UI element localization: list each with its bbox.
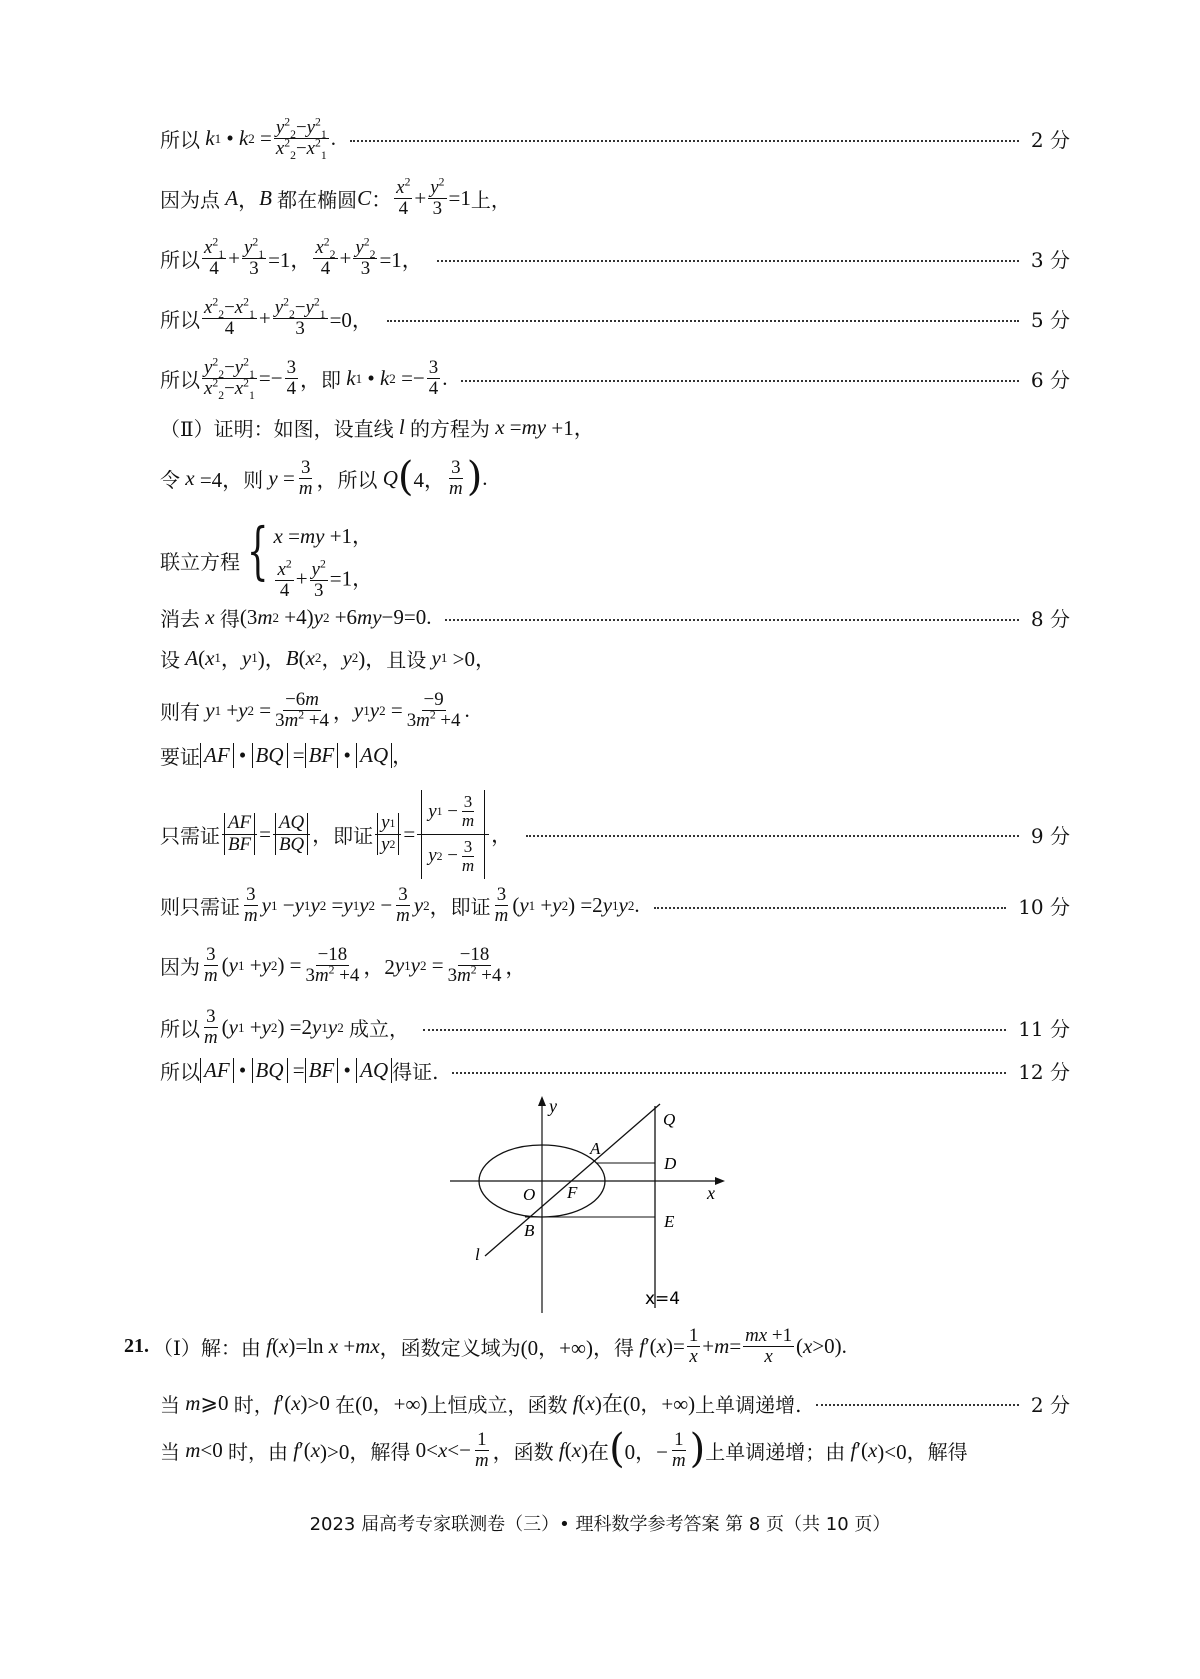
text-time: 时， bbox=[233, 1392, 274, 1417]
step-line-9 bbox=[160, 603, 1070, 632]
formula-holds: $\frac{3}{m}$ ( y 1 + y 2 ) =2 y 1 y 2 bbox=[204, 1006, 344, 1049]
formula-points-on-ellipse: $\frac{x^2_1}{4}$ + $\frac{y^2_1}{3}$ =1， $\frac{x^2_2}{4}$ + $\frac{y^2_2}{3}$ =1， bbox=[204, 235, 423, 280]
question-number-21: 21. bbox=[124, 1335, 149, 1358]
text-simultaneous: 联立方程 bbox=[160, 550, 240, 575]
score-6: 6 分 bbox=[1030, 368, 1070, 393]
label-x: x bbox=[707, 1183, 715, 1203]
formula-simplified: $\frac{3}{m}$ ( y 1 + y 2 ) =2 y 1 y 2 . bbox=[494, 884, 640, 927]
formula-line-eq: x = my +1， bbox=[495, 414, 595, 440]
step-line-17 bbox=[160, 1056, 1070, 1085]
text-on-ellipse: 都在椭圆 bbox=[277, 188, 358, 213]
score-21-2: 2 分 bbox=[1030, 1392, 1070, 1417]
label-a: A bbox=[590, 1139, 601, 1158]
score-8: 8 分 bbox=[1030, 607, 1070, 631]
text-so: 所以 bbox=[160, 308, 200, 333]
formula-both-values: $\frac{3}{m}$ ( y 1 + y 2 ) = $\frac{-18}{3m^2 +4}$ ，2 y 1 y 2 = $\frac{-18}{3m^2 +4}$ ， bbox=[204, 944, 527, 987]
text-ie-prove: 即证 bbox=[450, 895, 491, 920]
text-ie: 即 bbox=[321, 368, 342, 393]
leader-dots bbox=[526, 835, 1019, 837]
formula-ellipse-c: C ： $\frac{x^2}{4}$ + $\frac{y^2}{3}$ =1 bbox=[357, 175, 471, 220]
formula-ratio: $\frac{y^2_2-y^2_1}{x^2_2-x^2_1}$ =− $\frac{3}{4}$ ， bbox=[204, 355, 322, 403]
step-line-2 bbox=[160, 175, 1070, 220]
score-12: 12 分 bbox=[1018, 1060, 1070, 1084]
score-2: 2 分 bbox=[1030, 128, 1070, 153]
formula-ratio-equiv: $\frac{AF}{BF}$ = $\frac{AQ}{BQ}$ ， bbox=[220, 813, 333, 855]
leader-dots bbox=[452, 1072, 1006, 1074]
q21-line-1 bbox=[124, 1326, 1070, 1368]
step-line-3 bbox=[160, 235, 1070, 280]
formula-vieta: y 1 + y 2 = $\frac{-6m}{3m^2 +4}$ ， y 1 y 2 = $\frac{-9}{3m^2 +4}$ . bbox=[205, 689, 470, 732]
text-on: 在 bbox=[335, 1392, 356, 1417]
formula-fx: f ( x )=ln x + mx ， bbox=[266, 1334, 401, 1360]
formula-target: AF • BQ = BF • AQ ， bbox=[200, 740, 413, 770]
step-line-4 bbox=[160, 295, 1070, 340]
leader-dots bbox=[423, 1029, 1006, 1031]
step-line-6 bbox=[160, 412, 1070, 442]
text-so: 所以 bbox=[160, 368, 200, 393]
text-because-point: 因为点 bbox=[160, 188, 220, 213]
label-e: E bbox=[664, 1212, 675, 1231]
text-holds: 成立， bbox=[348, 1017, 409, 1042]
step-line-16 bbox=[160, 1007, 1070, 1049]
formula-derivative: f ′( x )= $\frac{1}{x}$ + m = $\frac{mx +1}{x}$ ( x >0). bbox=[639, 1325, 847, 1368]
step-line-5 bbox=[160, 355, 1070, 403]
text-function: 函数 bbox=[513, 1440, 554, 1465]
text-so: 所以 bbox=[160, 248, 200, 273]
text-domain: 函数定义域为 bbox=[400, 1336, 521, 1361]
text-get: 得 bbox=[219, 607, 240, 631]
step-line-8 bbox=[160, 514, 1070, 602]
text-solve: 解得 bbox=[927, 1440, 968, 1465]
label-l: l bbox=[475, 1245, 480, 1264]
formula-k1k2: k 1 • k 2 = $\frac{y^2_2-y^2_1}{x^2_2-x^2_1}$ . bbox=[205, 115, 337, 163]
formula-conclusion: AF • BQ = BF • AQ bbox=[200, 1058, 392, 1083]
text-then-have: 则有 bbox=[160, 700, 200, 725]
leader-dots bbox=[437, 260, 1019, 262]
text-on: 上， bbox=[470, 188, 511, 213]
formula-m-nonneg: m ⩾0 bbox=[185, 1390, 234, 1415]
text-ie-prove: 即证 bbox=[333, 823, 374, 848]
leader-dots bbox=[350, 140, 1019, 142]
score-10: 10 分 bbox=[1018, 895, 1070, 920]
y-axis-arrow bbox=[538, 1096, 546, 1106]
text-let: 令 bbox=[160, 468, 180, 493]
text-so: 所以 bbox=[160, 1017, 200, 1042]
text-equation-is: 的方程为 bbox=[409, 416, 490, 441]
text-then: 则 bbox=[243, 468, 264, 493]
text-increasing-by: 上单调递增；由 bbox=[705, 1440, 846, 1465]
score-5: 5 分 bbox=[1030, 308, 1070, 333]
step-line-10 bbox=[160, 643, 1070, 673]
leader-dots bbox=[461, 380, 1018, 382]
formula-difference: $\frac{x^2_2-x^2_1}{4}$ + $\frac{y^2_2-y^2_1}{3}$ =0， bbox=[204, 295, 373, 340]
label-y: y bbox=[549, 1096, 557, 1116]
label-x-equals-4: x=4 bbox=[645, 1289, 681, 1309]
step-line-11 bbox=[160, 690, 1070, 732]
leader-dots bbox=[445, 619, 1018, 621]
text-time-by: 时，由 bbox=[228, 1440, 289, 1465]
step-line-14 bbox=[160, 885, 1070, 927]
leader-dots bbox=[654, 907, 1007, 909]
formula-y-value: y = $\frac{3}{m}$ ， bbox=[268, 457, 338, 500]
formula-k1k2-value: k 1 • k 2 =− $\frac{3}{4}$ . bbox=[346, 357, 448, 400]
ellipse-figure bbox=[445, 1088, 735, 1318]
formula-derivative-neg: f ′( x )<0， bbox=[850, 1438, 928, 1464]
formula-m-neg: m <0 bbox=[185, 1438, 229, 1463]
text-when: 当 bbox=[160, 1392, 180, 1417]
text-when: 当 bbox=[160, 1440, 180, 1465]
x-axis-arrow bbox=[715, 1177, 725, 1185]
text-because: 因为 bbox=[160, 955, 200, 980]
formula-derivative-pos: f ′( x )>0， bbox=[293, 1438, 371, 1464]
text-only-need: 只需证 bbox=[160, 823, 220, 848]
formula-y1-positive: y 1 >0， bbox=[431, 645, 496, 671]
step-line-7 bbox=[160, 453, 1070, 500]
formula-solution-interval: 0< x <− $\frac{1}{m}$ ， bbox=[410, 1429, 514, 1472]
text-so: 所以 bbox=[160, 1060, 200, 1084]
text-to-prove: 要证 bbox=[160, 744, 200, 769]
formula-quadratic: (3 m 2 +4) y 2 +6 my −9=0. bbox=[239, 605, 432, 629]
leader-dots bbox=[387, 320, 1019, 322]
step-line-1 bbox=[160, 115, 1070, 163]
text-always-holds: 上恒成立，函数 bbox=[427, 1392, 568, 1417]
label-o: O bbox=[523, 1185, 536, 1204]
text-proven: 得证. bbox=[392, 1060, 439, 1084]
text-eliminate: 消去 bbox=[160, 607, 200, 631]
score-9: 9 分 bbox=[1030, 823, 1070, 848]
formula-x4: x =4， bbox=[185, 466, 244, 492]
step-line-15 bbox=[160, 945, 1070, 987]
text-get: 得 bbox=[613, 1336, 634, 1361]
formula-f-on: f ( x )在(0，+∞) bbox=[572, 1390, 696, 1416]
formula-l: l bbox=[398, 414, 405, 439]
score-3: 3 分 bbox=[1030, 248, 1070, 273]
label-b: B bbox=[524, 1221, 535, 1240]
formula-derivative-pos: f ′( x )>0 bbox=[273, 1390, 336, 1415]
line-l bbox=[485, 1104, 660, 1256]
text-then-only-need: 则只需证 bbox=[160, 895, 240, 920]
formula-x: x bbox=[205, 605, 215, 629]
text-solve: 解得 bbox=[370, 1440, 411, 1465]
text-so: 所以 bbox=[160, 128, 200, 153]
formula-f-interval: f ( x )在 ( 0，− $\frac{1}{m}$ ) bbox=[558, 1425, 706, 1472]
step-line-13 bbox=[160, 790, 1070, 879]
formula-ab: A ， B bbox=[225, 186, 272, 212]
q21-line-3 bbox=[160, 1425, 1080, 1472]
text-proof-intro: （Ⅱ）证明：如图，设直线 bbox=[160, 416, 394, 441]
label-q: Q bbox=[663, 1110, 676, 1129]
text-let-points: 设 bbox=[160, 647, 180, 672]
formula-domain: (0，+∞)， bbox=[520, 1335, 614, 1360]
formula-points-ab: A ( x 1 ， y 1 )， B ( x 2 ， y 2 )， bbox=[185, 645, 387, 671]
formula-interval: (0，+∞) bbox=[355, 1392, 428, 1416]
formula-point-q: Q ( 4， $\frac{3}{m}$ ) . bbox=[382, 453, 488, 500]
q21-line-2 bbox=[160, 1388, 1070, 1418]
formula-abs-ratio: y 1 y 2 = y 1 − $\frac{3}{m}$ y 2 − $\frac{3}{m}$ ， bbox=[373, 790, 512, 879]
score-11: 11 分 bbox=[1018, 1017, 1070, 1042]
text-so: 所以 bbox=[337, 468, 378, 493]
step-line-12 bbox=[160, 740, 1070, 770]
leader-dots bbox=[816, 1404, 1019, 1406]
page-footer: 2023 届高考专家联测卷（三）• 理科数学参考答案 第 8 页（共 10 页） bbox=[309, 1514, 891, 1535]
label-d: D bbox=[664, 1154, 677, 1173]
text-and-let: 且设 bbox=[386, 647, 427, 672]
label-f: F bbox=[567, 1183, 578, 1202]
formula-expand: $\frac{3}{m}$ y 1 − y 1 y 2 = y 1 y 2 − $\frac{3}{m}$ y 2 ， bbox=[244, 884, 451, 927]
equation-system: { x =my +1， $\frac{x^2}{4}$ + $\frac{y^2}{3}$ =1， bbox=[246, 514, 374, 602]
text-solution: （Ⅰ）解：由 bbox=[153, 1336, 261, 1361]
text-increasing: 上单调递增. bbox=[695, 1392, 802, 1417]
